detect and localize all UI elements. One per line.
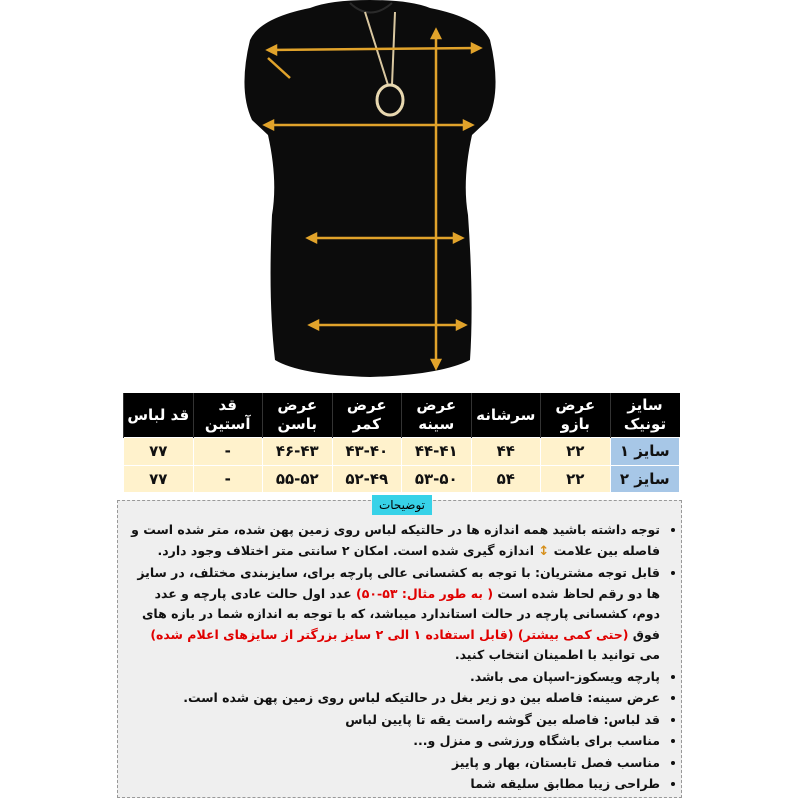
- header-arm-width: عرض بازو: [541, 393, 611, 438]
- table-cell: ۲۲: [541, 438, 611, 466]
- table-cell: ۵۳-۵۰: [402, 465, 472, 493]
- header-waist-width: عرض کمر: [332, 393, 402, 438]
- table-cell: -: [193, 465, 263, 493]
- list-item: [130, 520, 660, 562]
- notes-list: [130, 520, 682, 796]
- table-cell: ۴۴: [471, 438, 541, 466]
- header-sleeve-length: قد آستین: [193, 393, 263, 438]
- size-table-header: [124, 393, 680, 438]
- size-cell: سایز ۲: [610, 465, 680, 493]
- header-hip-width: عرض باسن: [263, 393, 333, 438]
- size-cell: سایز ۱: [610, 438, 680, 466]
- list-item: • مناسب برای باشگاه ورزشی و منزل و...: [130, 731, 660, 752]
- header-chest-width: عرض سینه: [402, 393, 472, 438]
- note-highlight: ( به طور مثال: ۵۳-۵۰): [356, 585, 494, 601]
- table-cell: -: [193, 438, 263, 466]
- list-item: [130, 563, 660, 666]
- table-cell: ۵۲-۴۹: [332, 465, 402, 493]
- list-item: • پارچه ویسکوز-اسپان می باشد.: [130, 667, 660, 688]
- table-cell: ۲۲: [541, 465, 611, 493]
- list-item: • طراحی زیبا مطابق سلیقه شما: [130, 774, 660, 795]
- list-item: • قد لباس: فاصله بین گوشه راست یقه تا پایین لباس: [130, 710, 660, 731]
- note-text: می توانید با اطمینان انتخاب کنید.: [454, 647, 660, 662]
- table-cell: ۵۵-۵۲: [263, 465, 333, 493]
- note-text: عدد اول حالت عادی پارچه و عدد دوم، کشسانی پارچه در حالت استاندارد میباشد، که با توجه به اندازه شما در بازه های فوق: [141, 585, 660, 642]
- header-dress-length: قد لباس: [124, 393, 194, 438]
- double-arrow-icon: ↕: [538, 543, 550, 559]
- table-cell: ۴۶-۴۳: [263, 438, 333, 466]
- table-cell: ۵۴: [471, 465, 541, 493]
- header-shoulder: سرشانه: [471, 393, 541, 438]
- product-photo: [240, 0, 500, 385]
- description-title: توضیحات: [372, 495, 432, 515]
- note-highlight: (حتی کمی بیشتر) (قابل استفاده ۱ الی ۲ سایز بزرگتر از سایزهای اعلام شده): [150, 626, 629, 642]
- table-cell: ۴۴-۴۱: [402, 438, 472, 466]
- note-text: قابل توجه مشتریان: با توجه به کشسانی عالی پارچه برای، سایزبندی مختلف، در سایز ها دو رقم لحاظ شده است: [137, 565, 660, 601]
- table-cell: ۷۷: [124, 465, 194, 493]
- list-item: • عرض سینه: فاصله بین دو زیر بغل در حالتیکه لباس روی زمین پهن شده است.: [130, 688, 660, 709]
- table-row: [124, 438, 680, 466]
- table-row: [124, 465, 680, 493]
- table-cell: ۷۷: [124, 438, 194, 466]
- note-text: اندازه گیری شده است. امکان ۲ سانتی متر اختلاف وجود دارد.: [157, 542, 534, 558]
- list-item: • مناسب فصل تابستان، بهار و پاییز: [130, 753, 660, 774]
- note-text: توجه داشته باشید همه اندازه ها در حالتیکه لباس روی زمین پهن شده، متر شده است و فاصله بین علامت: [131, 522, 660, 558]
- header-size: سایز تونیک: [610, 393, 680, 438]
- table-cell: ۴۳-۴۰: [332, 438, 402, 466]
- size-table: [123, 393, 680, 493]
